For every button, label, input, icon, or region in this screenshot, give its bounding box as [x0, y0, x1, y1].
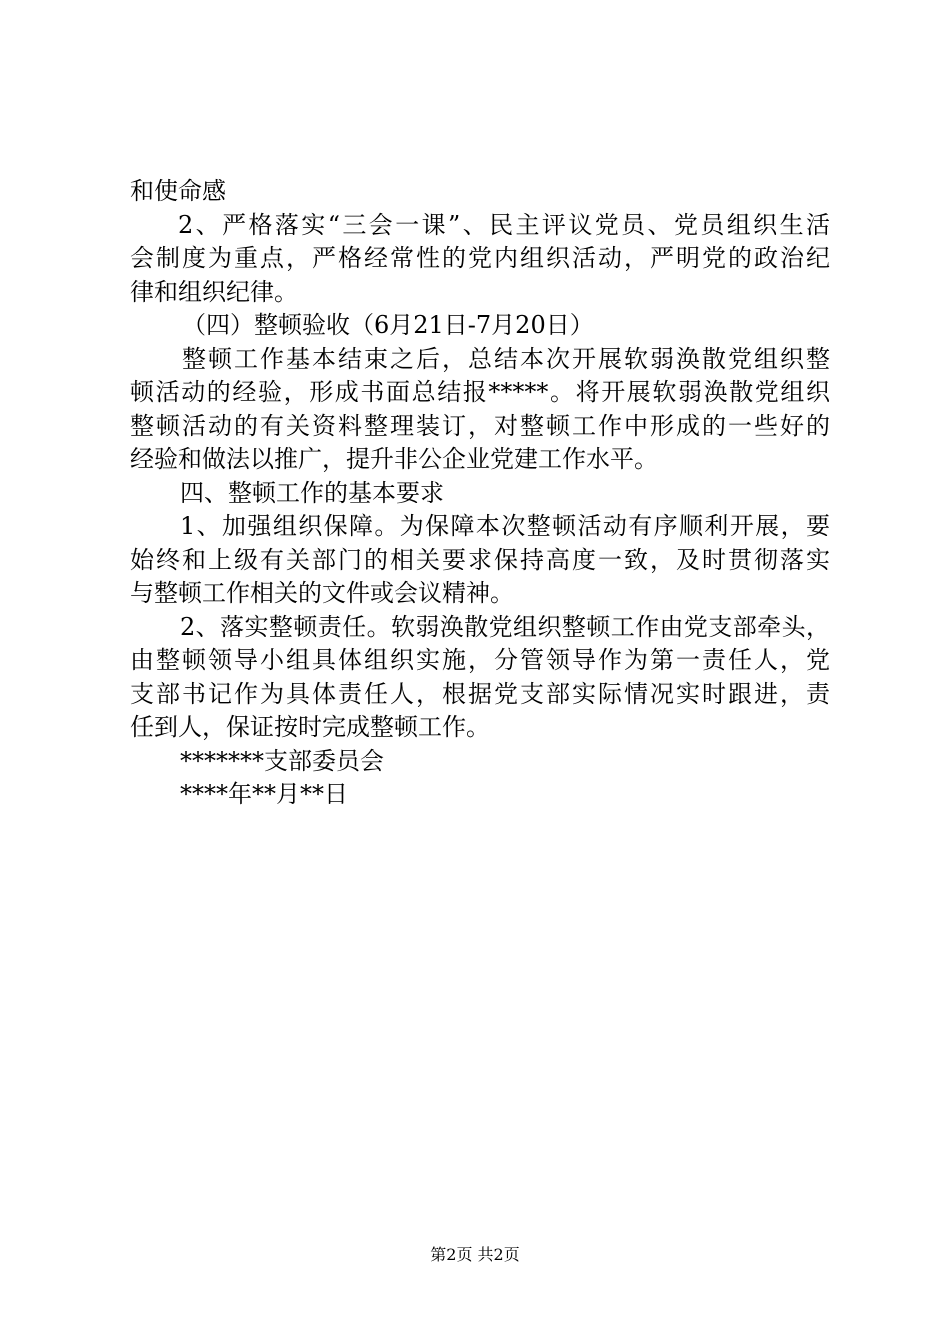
text-line: 与整顿工作相关的文件或会议精神。: [130, 579, 514, 607]
text-line: 2、严格落实“三会一课”、民主评议党员、党员组织生活: [178, 210, 830, 239]
text-line: 整顿工作基本结束之后，总结本次开展软弱涣散党组织整: [182, 344, 830, 373]
text-line: 2、落实整顿责任。软弱涣散党组织整顿工作由党支部牵头，: [180, 612, 830, 641]
document-body: [130, 175, 830, 812]
section-heading: 四、整顿工作的基本要求: [180, 478, 444, 507]
text-line: 整顿活动的有关资料整理装订，对整顿工作中形成的一些好的: [130, 411, 830, 440]
text-line: 始终和上级有关部门的相关要求保持高度一致，及时贯彻落实: [130, 545, 830, 574]
text-line: 和使命感: [130, 177, 226, 205]
page-number: 第2页 共2页: [430, 1245, 520, 1264]
text-line: 经验和做法以推广，提升非公企业党建工作水平。: [130, 445, 658, 473]
text-line: 顿活动的经验，形成书面总结报*****。将开展软弱涣散党组织: [130, 378, 830, 406]
text-line: 律和组织纪律。: [130, 277, 298, 306]
text-line: 任到人，保证按时完成整顿工作。: [130, 713, 490, 741]
section-heading: （四）整顿验收（6月21日-7月20日）: [182, 311, 594, 339]
signature-date: ****年**月**日: [180, 780, 348, 808]
text-line: 会制度为重点，严格经常性的党内组织活动，严明党的政治纪: [130, 244, 830, 272]
text-line: 支部书记作为具体责任人，根据党支部实际情况实时跟进，责: [130, 679, 830, 708]
text-line: 1、加强组织保障。为保障本次整顿活动有序顺利开展，要: [180, 512, 830, 540]
text-line: 由整顿领导小组具体组织实施，分管领导作为第一责任人，党: [130, 646, 830, 674]
signature-organization: *******支部委员会: [180, 746, 384, 775]
